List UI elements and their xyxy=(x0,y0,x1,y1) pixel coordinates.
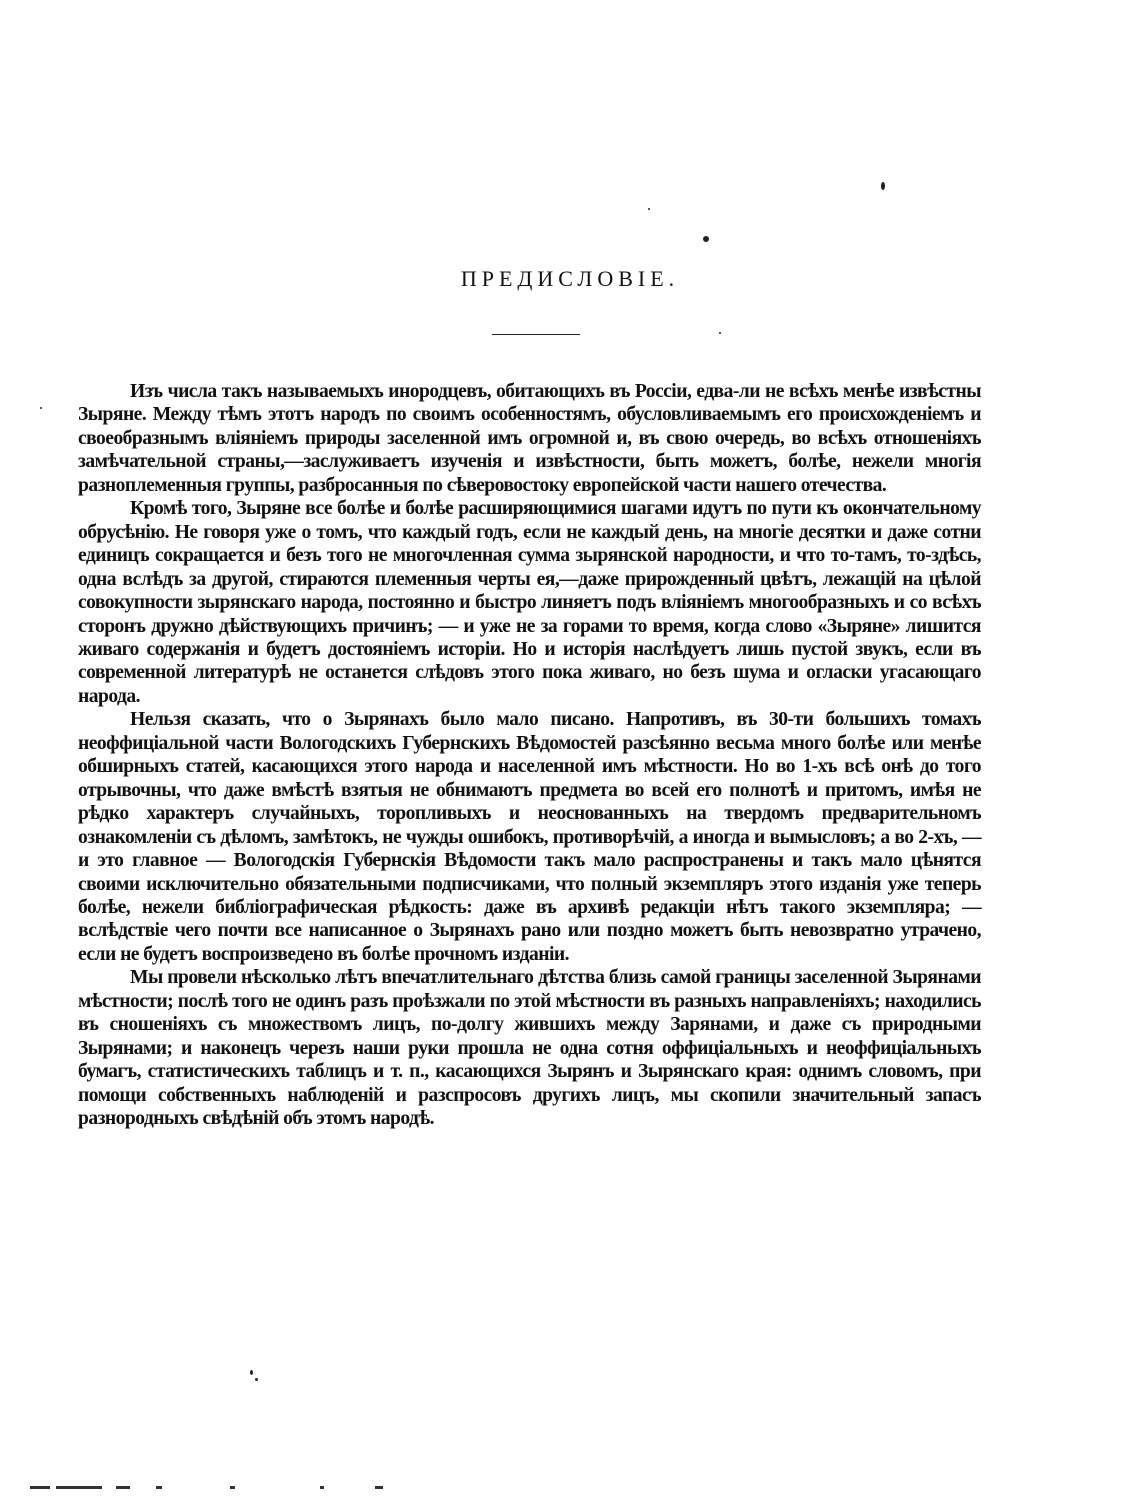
scan-speck xyxy=(719,332,721,334)
page-title: ПРЕДИСЛОВІЕ. xyxy=(460,266,680,291)
scan-speck xyxy=(703,236,709,242)
body-text xyxy=(78,380,981,1131)
paragraph: Мы провели нѣсколько лѣтъ впечатлительнаго дѣтства близь самой границы заселенной Зырянами мѣстности; послѣ того не одинъ разъ проѣзжали по этой мѣстности въ разныхъ направленіяхъ; находились въ сношеніяхъ съ множествомъ лицъ, по-долгу жившихъ между Зарянами, и даже съ природными Зырянами; и наконецъ черезъ наши руки прошла не одна сотня оффиціальныхъ и неоффиціальныхъ бумагъ, статистическихъ таблицъ и т. п., касающихся Зырянъ и Зырянскаго края: однимъ словомъ, при помощи собственныхъ наблюденій и разспросовъ другихъ лицъ, мы скопили значительный запасъ разнородныхъ свѣдѣній объ этомъ народѣ. xyxy=(78,967,981,1130)
scan-edge-marks xyxy=(30,1486,510,1490)
scan-speck xyxy=(255,1378,258,1381)
paragraph: Изъ числа такъ называемыхъ инородцевъ, обитающихъ въ Россіи, едва-ли не всѣхъ менѣе извѣстны Зыряне. Между тѣмъ этотъ народъ по своимъ особенностямъ, обусловливаемымъ его происхожденіемъ и своеобразнымъ вліяніемъ природы заселенной имъ огромной и, въ свою очередь, во всѣхъ отношеніяхъ замѣчательной страны,—заслуживаетъ изученія и извѣстности, быть можетъ, болѣе, нежели многія разноплеменныя группы, разбросанныя по сѣверовостоку европейской части нашего отечества. xyxy=(78,381,981,496)
scan-speck xyxy=(648,208,650,210)
scan-speck xyxy=(40,407,42,409)
title-rule xyxy=(492,334,580,335)
scan-speck xyxy=(881,182,885,190)
scan-speck xyxy=(250,1370,253,1375)
paragraph: Кромѣ того, Зыряне все болѣе и болѣе расширяющимися шагами идутъ по пути къ окончательному обрусѣнію. Не говоря уже о томъ, что каждый годъ, если не каждый день, на многіе десятки и даже сотни единицъ сокращается и безъ того не многочленная сумма зырянской народности, и что то-тамъ, то-здѣсь, одна вслѣдъ за другой, стираются племенныя черты ея,—даже прирожденный цвѣтъ, лежащій на цѣлой совокупности зырянскаго народа, постоянно и быстро линяетъ подъ вліяніемъ многообразныхъ и со всѣхъ сторонъ дружно дѣйствующихъ причинъ; — и уже не за горами то время, когда слово «Зыряне» лишится живаго содержанія и будетъ достояніемъ исторіи. Но и исторія наслѣдуетъ лишь пустой звукъ, если въ современной литературѣ не останется слѣдовъ этого пока живаго, но безъ шума и огласки угасающаго народа. xyxy=(78,498,981,707)
paragraph: Нельзя сказать, что о Зырянахъ было мало писано. Напротивъ, въ 30-ти большихъ томахъ неоффиціальной части Вологодскихъ Губернскихъ Вѣдомостей разсѣянно весьма много болѣе или менѣе обширныхъ статей, касающихся этого народа и населенной имъ мѣстности. Но во 1-хъ всѣ онѣ до того отрывочны, что даже вмѣстѣ взятыя не обнимаютъ предмета во всей его полнотѣ и притомъ, имѣя не рѣдко характеръ случайныхъ, торопливыхъ и неоснованныхъ на твердомъ предварительномъ ознакомленіи съ дѣломъ, замѣтокъ, не чужды ошибокъ, противорѣчій, а иногда и вымысловъ; а во 2-хъ, — и это главное — Вологодскія Губернскія Вѣдомости такъ мало распространены и такъ мало цѣнятся своими исключительно обязательными подписчиками, что полный экземпляръ этого изданія уже теперь болѣе, нежели библіографическая рѣдкость: даже въ архивѣ редакціи нѣтъ такого экземпляра; — вслѣдствіе чего почти все написанное о Зырянахъ рано или поздно можетъ быть невозвратно утрачено, если не будетъ воспроизведено въ болѣе прочномъ изданіи. xyxy=(78,709,981,965)
